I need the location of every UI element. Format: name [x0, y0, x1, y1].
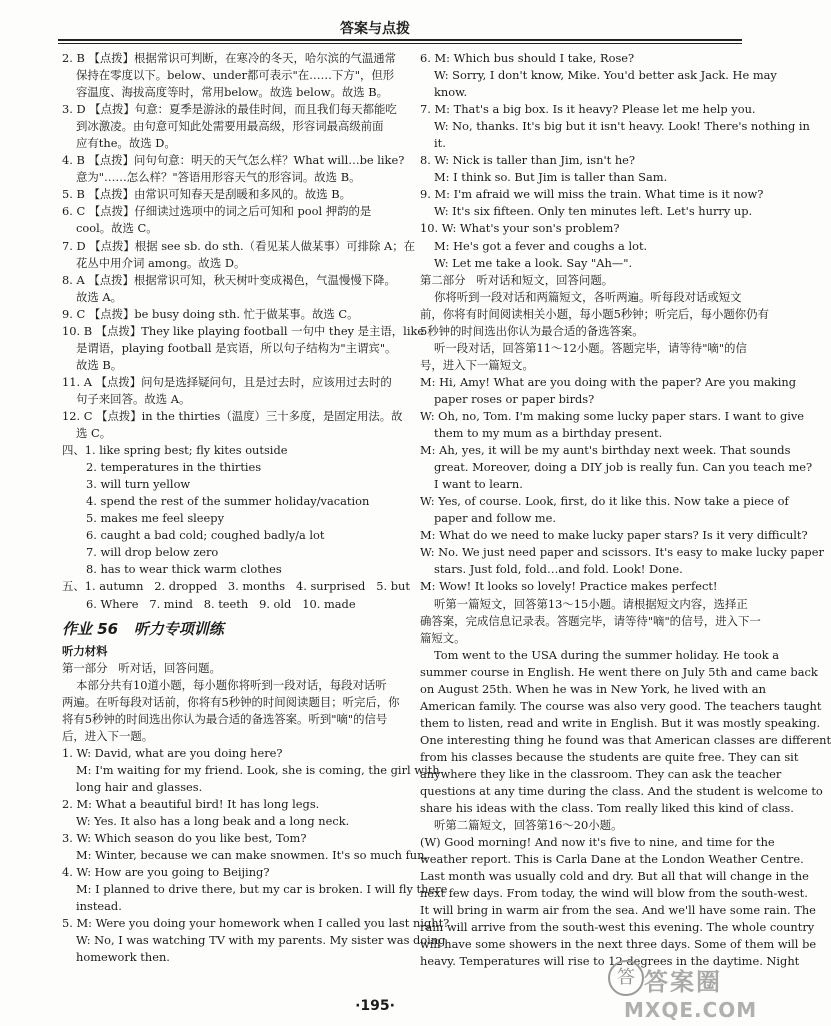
text-line: W: Let me take a look. Say "Ah—".: [434, 255, 633, 270]
text-line: 11. A 【点拨】问句是选择疑问句，且是过去时，应该用过去时的: [62, 374, 392, 389]
header-title: 答案与点拨: [340, 21, 410, 37]
answer-notes: [62, 50, 425, 613]
text-line: W: No, thanks. It's big but it isn't heavy. Look! There's nothing in: [434, 119, 810, 134]
text-line: 意为"……怎么样？"答语用形容天气的形容词。故选 B。: [76, 170, 361, 185]
text-line: 3. D 【点拨】句意：夏季是游泳的最佳时间，而且我们每天都能吃: [62, 102, 397, 117]
watermark: [608, 960, 758, 1026]
watermark-url: MXQE.COM: [624, 998, 758, 1022]
text-line: W: No, I was watching TV with my parents. My sister was doing: [76, 933, 446, 948]
text-line: It will bring in warm air from the sea. And we'll have some rain. The: [420, 903, 816, 918]
text-line: W: No. We just need paper and scissors. It's easy to make lucky paper: [420, 545, 824, 560]
text-line: 10. B 【点拨】They like playing football 一句中 they 是主语，like: [62, 323, 425, 338]
text-line: 第一部分 听对话，回答问题。: [62, 660, 221, 675]
text-line: share his ideas with the class. Tom really liked this kind of class.: [420, 801, 794, 816]
text-line: them to listen, read and write in English. But it was mostly speaking.: [420, 715, 821, 730]
text-line: Tom went to the USA during the summer holiday. He took a: [434, 647, 780, 662]
right-column: [420, 50, 831, 971]
text-line: 五、1. autumn 2. dropped 3. months 4. surprised 5. but: [62, 579, 410, 594]
text-line: 2. M: What a beautiful bird! It has long legs.: [62, 796, 320, 811]
text-line: 到冰激凌。由句意可知此处需要用最高级，形容词最高级前面: [76, 119, 384, 134]
text-line: 9. M: I'm afraid we will miss the train. What time is it now?: [420, 187, 764, 202]
text-line: 4. B 【点拨】问句句意：明天的天气怎么样？What will…be like?: [62, 153, 405, 168]
text-line: 8. W: Nick is taller than Jim, isn't he?: [420, 153, 635, 168]
text-line: instead.: [76, 899, 122, 914]
text-line: 句子来回答。故选 A。: [76, 391, 191, 406]
text-line: 号，进入下一篇短文。: [420, 357, 534, 372]
text-line: 9. C 【点拨】be busy doing sth. 忙于做某事。故选 C。: [62, 306, 359, 321]
text-line: 后，进入下一题。: [62, 728, 154, 743]
text-line: 保持在零度以下。below、under都可表示"在……下方"，但形: [76, 68, 395, 83]
text-line: 四、1. like spring best; fly kites outside: [62, 443, 288, 458]
text-line: W: Yes. It also has a long beak and a long neck.: [76, 814, 350, 829]
text-line: 听力材料: [62, 643, 108, 658]
text-line: 第二部分 听对话和短文，回答问题。: [420, 272, 614, 287]
text-line: from his classes because the students are quite free. They can sit: [420, 749, 799, 764]
text-line: M: Winter, because we can make snowmen. It's so much fun.: [76, 848, 429, 863]
text-line: great. Moreover, doing a DIY job is really fun. Can you teach me?: [434, 460, 813, 475]
text-line: 确答案，完成信息记录表。答题完毕，请等待"嘀"的信号，进入下一: [420, 613, 761, 628]
text-line: 你将听到一段对话和两篇短文，各听两遍。听每段对话或短文: [434, 289, 742, 304]
text-line: heavy. Temperatures will rise to 12 degrees in the daytime. Night: [420, 954, 800, 969]
text-line: 2. B 【点拨】根据常识可判断，在寒冷的冬天，哈尔滨的气温通常: [62, 51, 397, 65]
text-line: I want to learn.: [434, 477, 523, 492]
text-line: questions at any time during the class. And the student is welcome to: [420, 784, 823, 799]
header-rule-thick: [58, 39, 742, 41]
text-line: 篇短文。: [420, 630, 466, 645]
text-line: 花丛中用介词 among。故选 D。: [76, 255, 246, 270]
text-line: it.: [434, 136, 446, 151]
text-line: 7. M: That's a big box. Is it heavy? Please let me help you.: [420, 102, 756, 117]
text-line: 6. Where 7. mind 8. teeth 9. old 10. made: [86, 596, 356, 611]
text-line: W: Yes, of course. Look, first, do it like this. Now take a piece of: [420, 494, 789, 509]
listening-transcript-part2: [420, 50, 831, 971]
text-line: (W) Good morning! And now it's five to nine, and time for the: [420, 835, 775, 850]
text-line: 7. D 【点拨】根据 see sb. do sth.（看见某人做某事）可排除 A；在: [62, 238, 415, 253]
page-number: ·195·: [355, 998, 395, 1014]
text-line: will have some showers in the next three days. Some of them will be: [420, 937, 817, 952]
text-line: One interesting thing he found was that American classes are different: [420, 732, 831, 747]
text-line: them to my mum as a birthday present.: [434, 426, 663, 441]
listening-transcript-part1: [62, 643, 450, 967]
text-line: rain will arrive from the south-west this evening. The whole country: [420, 920, 815, 935]
text-line: next few days. From today, the wind will blow from the south-west.: [420, 886, 808, 901]
text-line: 4. W: How are you going to Beijing?: [62, 865, 270, 880]
text-line: 5. makes me feel sleepy: [86, 511, 225, 526]
text-line: 前，你将有时间阅读相关小题，每小题5秒钟；听完后，每小题你仍有: [420, 306, 769, 321]
page-header: [0, 0, 750, 44]
text-line: paper and follow me.: [434, 511, 556, 526]
text-line: 5秒钟的时间选出你认为最合适的备选答案。: [420, 323, 644, 338]
text-line: 2. temperatures in the thirties: [86, 460, 262, 475]
text-line: M: Wow! It looks so lovely! Practice makes perfect!: [420, 579, 718, 594]
text-line: 3. will turn yellow: [86, 477, 191, 492]
watermark-text: 答案圈: [644, 968, 722, 996]
text-line: M: He's got a fever and coughs a lot.: [434, 238, 648, 253]
text-line: homework then.: [76, 950, 170, 965]
text-line: M: I'm waiting for my friend. Look, she is coming, the girl with: [76, 762, 440, 777]
text-line: 3. W: Which season do you like best, Tom?: [62, 831, 307, 846]
text-line: 8. A 【点拨】根据常识可知，秋天树叶变成褐色，气温慢慢下降。: [62, 272, 396, 287]
text-line: 选 C。: [76, 426, 112, 441]
text-line: W: Oh, no, Tom. I'm making some lucky paper stars. I want to give: [420, 408, 805, 423]
text-line: summer course in English. He went there on July 5th and came back: [420, 664, 818, 679]
text-line: 故选 B。: [76, 357, 123, 372]
watermark-seal-icon: 答: [608, 960, 644, 996]
text-line: 6. caught a bad cold; coughed badly/a lot: [86, 528, 325, 543]
text-line: 是谓语，playing football 是宾语，所以句子结构为"主谓宾"。: [76, 340, 397, 355]
text-line: anywhere they like in the classroom. They can ask the teacher: [420, 766, 782, 781]
text-line: M: I planned to drive there, but my car is broken. I will fly there: [76, 882, 448, 897]
text-line: 6. C 【点拨】仔细读过选项中的词之后可知和 pool 押韵的是: [62, 204, 372, 219]
text-line: 12. C 【点拨】in the thirties（温度）三十多度，是固定用法。故: [62, 408, 403, 423]
text-line: 1. W: David, what are you doing here?: [62, 745, 283, 760]
text-line: weather report. This is Carla Dane at the London Weather Centre.: [420, 852, 804, 867]
text-line: W: Sorry, I don't know, Mike. You'd better ask Jack. He may: [434, 68, 777, 83]
text-line: 将有5秒钟的时间选出你认为最合适的备选答案。听到"嘀"的信号: [62, 711, 388, 726]
text-line: 两遍。在听每段对话前，你将有5秒钟的时间阅读题目；听完后，你: [62, 694, 400, 709]
text-line: 8. has to wear thick warm clothes: [86, 562, 282, 577]
text-line: 7. will drop below zero: [86, 545, 219, 560]
text-line: American family. The course was also very good. The teachers taught: [420, 698, 822, 713]
text-line: 6. M: Which bus should I take, Rose?: [420, 51, 635, 65]
text-line: cool。故选 C。: [76, 221, 158, 236]
text-line: 容温度、海拔高度等时，常用below。故选 below。故选 B。: [76, 85, 388, 100]
text-line: 10. W: What's your son's problem?: [420, 221, 620, 236]
text-line: 5. B 【点拨】由常识可知春天是刮暖和多风的。故选 B。: [62, 187, 352, 202]
text-line: on August 25th. When he was in New York, he lived with an: [420, 681, 766, 696]
text-line: M: What do we need to make lucky paper stars? Is it very difficult?: [420, 528, 808, 543]
text-line: 本部分共有10道小题，每小题你将听到一段对话，每段对话听: [76, 677, 387, 692]
text-line: M: I think so. But Jim is taller than Sam.: [434, 170, 668, 185]
text-line: M: Ah, yes, it will be my aunt's birthday next week. That sounds: [420, 443, 791, 458]
text-line: 应有the。故选 D。: [76, 136, 176, 151]
text-line: long hair and glasses.: [76, 779, 203, 794]
text-line: paper roses or paper birds?: [434, 391, 595, 406]
text-line: M: Hi, Amy! What are you doing with the paper? Are you making: [420, 374, 797, 389]
text-line: W: It's six fifteen. Only ten minutes left. Let's hurry up.: [434, 204, 753, 219]
text-line: 5. M: Were you doing your homework when I called you last night?: [62, 916, 450, 931]
text-line: Last month was usually cold and dry. But all that will change in the: [420, 869, 809, 884]
header-rule-thin: [58, 43, 742, 44]
section-title: 作业 56 听力专项训练: [62, 619, 224, 638]
text-line: 听一段对话，回答第11～12小题。答题完毕，请等待"嘀"的信: [434, 340, 747, 355]
text-line: 故选 A。: [76, 289, 123, 304]
text-line: know.: [434, 85, 468, 100]
text-line: stars. Just fold, fold…and fold. Look! Done.: [434, 562, 683, 577]
text-line: 4. spend the rest of the summer holiday/vacation: [86, 494, 370, 509]
text-line: 听第二篇短文，回答第16～20小题。: [434, 818, 623, 833]
text-line: 听第一篇短文，回答第13～15小题。请根据短文内容，选择正: [434, 596, 748, 611]
